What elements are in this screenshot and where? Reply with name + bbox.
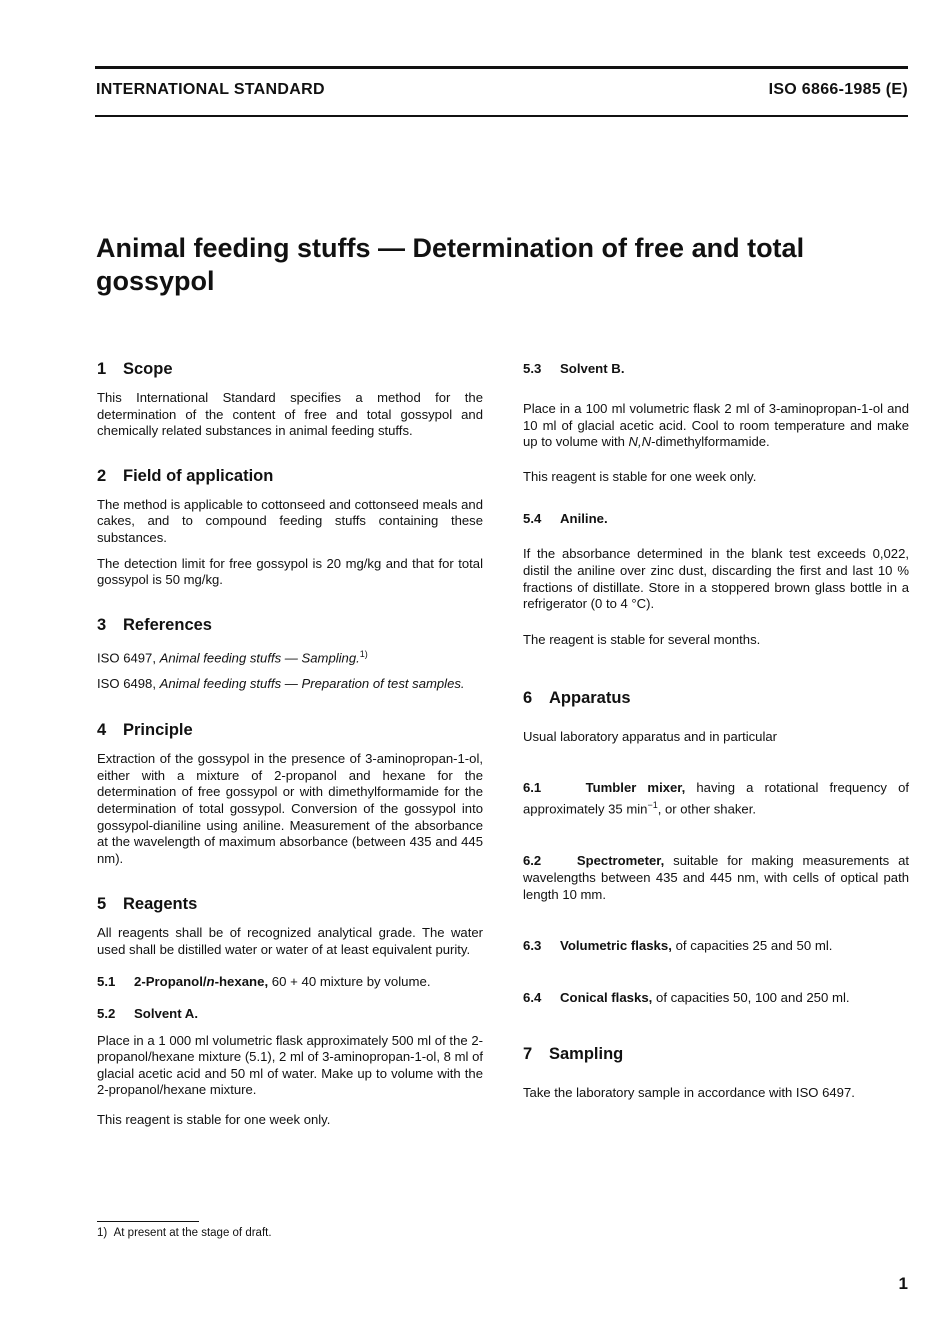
section-references-heading: 3 References: [97, 615, 212, 634]
field-paragraph-2: The detection limit for free gossypol is 20 mg/kg and that for total gossypol is 50 mg/kg.: [97, 555, 483, 588]
subsection-6-4: 6.4 Conical flasks, of capacities 50, 100 and 250 ml.: [523, 990, 850, 1006]
principle-paragraph: Extraction of the gossypol in the presence of 3-aminopropan-1-ol, either with a mixture of 2-propanol and hexane for the determination of free gossypol or with dimethylformamide for the determination of total gossypol. Conversion of the gossypol into gossypol-dianiline using aniline. Measurement of the absorbance at the wavelength of maximum absorbance (between 435 and 445 nm).: [97, 751, 483, 866]
left-column: [97, 358, 483, 1129]
reagents-paragraph: All reagents shall be of recognized analytical grade. The water used shall be distilled water or water of at least equivalent purity.: [97, 925, 483, 958]
header-iso-number: ISO 6866-1985 (E): [768, 81, 908, 98]
footnote: 1) At present at the stage of draft.: [97, 1227, 272, 1239]
section-principle-heading: 4 Principle: [97, 721, 193, 740]
subsection-6-1: 6.1 Tumbler mixer, having a rotational frequency of approximately 35 $\min^{-1}$, or other shaker.: [523, 779, 909, 816]
apparatus-paragraph: Usual laboratory apparatus and in particular: [523, 729, 778, 745]
aniline-paragraph: If the absorbance determined in the blank test exceeds 0,022, distil the aniline over zinc dust, discarding the first and last 10 % fractions of distillate. Store in a stoppered brown glass bottle in a refrigerator (0 to 4 °C).: [523, 546, 909, 612]
subsection-5-3-heading: 5.3 Solvent B.: [523, 361, 625, 376]
page-number: 1: [898, 1274, 908, 1293]
aniline-stability: The reagent is stable for several months.: [523, 631, 761, 647]
section-sampling-heading: 7 Sampling: [523, 1045, 624, 1064]
section-reagents-heading: 5 Reagents: [97, 895, 198, 914]
sampling-paragraph: Take the laboratory sample in accordance with ISO 6497.: [523, 1085, 855, 1101]
solvent-b-paragraph: Place in a 100 ml volumetric flask 2 ml of 3-aminopropan-1-ol and 10 ml of glacial acetic acid. Cool to room temperature and make up to volume with N,N-dimethylformamide.: [523, 401, 909, 450]
header-standard-label: INTERNATIONAL STANDARD: [96, 81, 325, 98]
header-rule: [95, 115, 908, 117]
document-title: Animal feeding stuffs — Determination of free and total gossypol: [96, 233, 805, 296]
field-paragraph-1: The method is applicable to cottonseed and cottonseed meals and cakes, and to compound feeding stuffs containing these substances.: [97, 496, 483, 545]
subsection-5-4-heading: 5.4 Aniline.: [523, 511, 608, 527]
reference-1: ISO 6497, Animal feeding stuffs — Sampling.$^{1)}$: [97, 648, 368, 666]
footnote-rule: [97, 1221, 199, 1222]
subsection-6-2: 6.2 Spectrometer, suitable for making measurements at wavelengths between 435 and 445 nm, with cells of optical path length 10 mm.: [523, 853, 909, 902]
scope-paragraph: This International Standard specifies a method for the determination of the content of free and total gossypol and chemically related substances in animal feeding stuffs.: [97, 390, 483, 439]
right-column: [523, 358, 909, 1102]
subsection-6-3: 6.3 Volumetric flasks, of capacities 25 and 50 ml.: [523, 938, 833, 954]
reference-2: ISO 6498, Animal feeding stuffs — Preparation of test samples.: [97, 675, 465, 691]
section-scope-heading: 1 Scope: [97, 360, 173, 378]
subsection-5-2-heading: 5.2 Solvent A.: [97, 1005, 198, 1021]
solvent-b-stability: This reagent is stable for one week only.: [523, 468, 757, 484]
solvent-a-paragraph: Place in a 1 000 ml volumetric flask approximately 500 ml of the 2-propanol/hexane mixture (5.1), 2 ml of 3-aminopropan-1-ol, 8 ml of glacial acetic acid and 50 ml of water. Make up to volume with the 2-propanol/hexane mixture.: [97, 1032, 483, 1098]
solvent-a-stability: This reagent is stable for one week only.: [97, 1112, 331, 1128]
section-field-heading: 2 Field of application: [97, 466, 274, 485]
top-rule: [95, 66, 908, 69]
section-apparatus-heading: 6 Apparatus: [523, 689, 631, 708]
subsection-5-1: 5.1 2-Propanol/n-hexane, 60 + 40 mixture by volume.: [97, 973, 431, 989]
